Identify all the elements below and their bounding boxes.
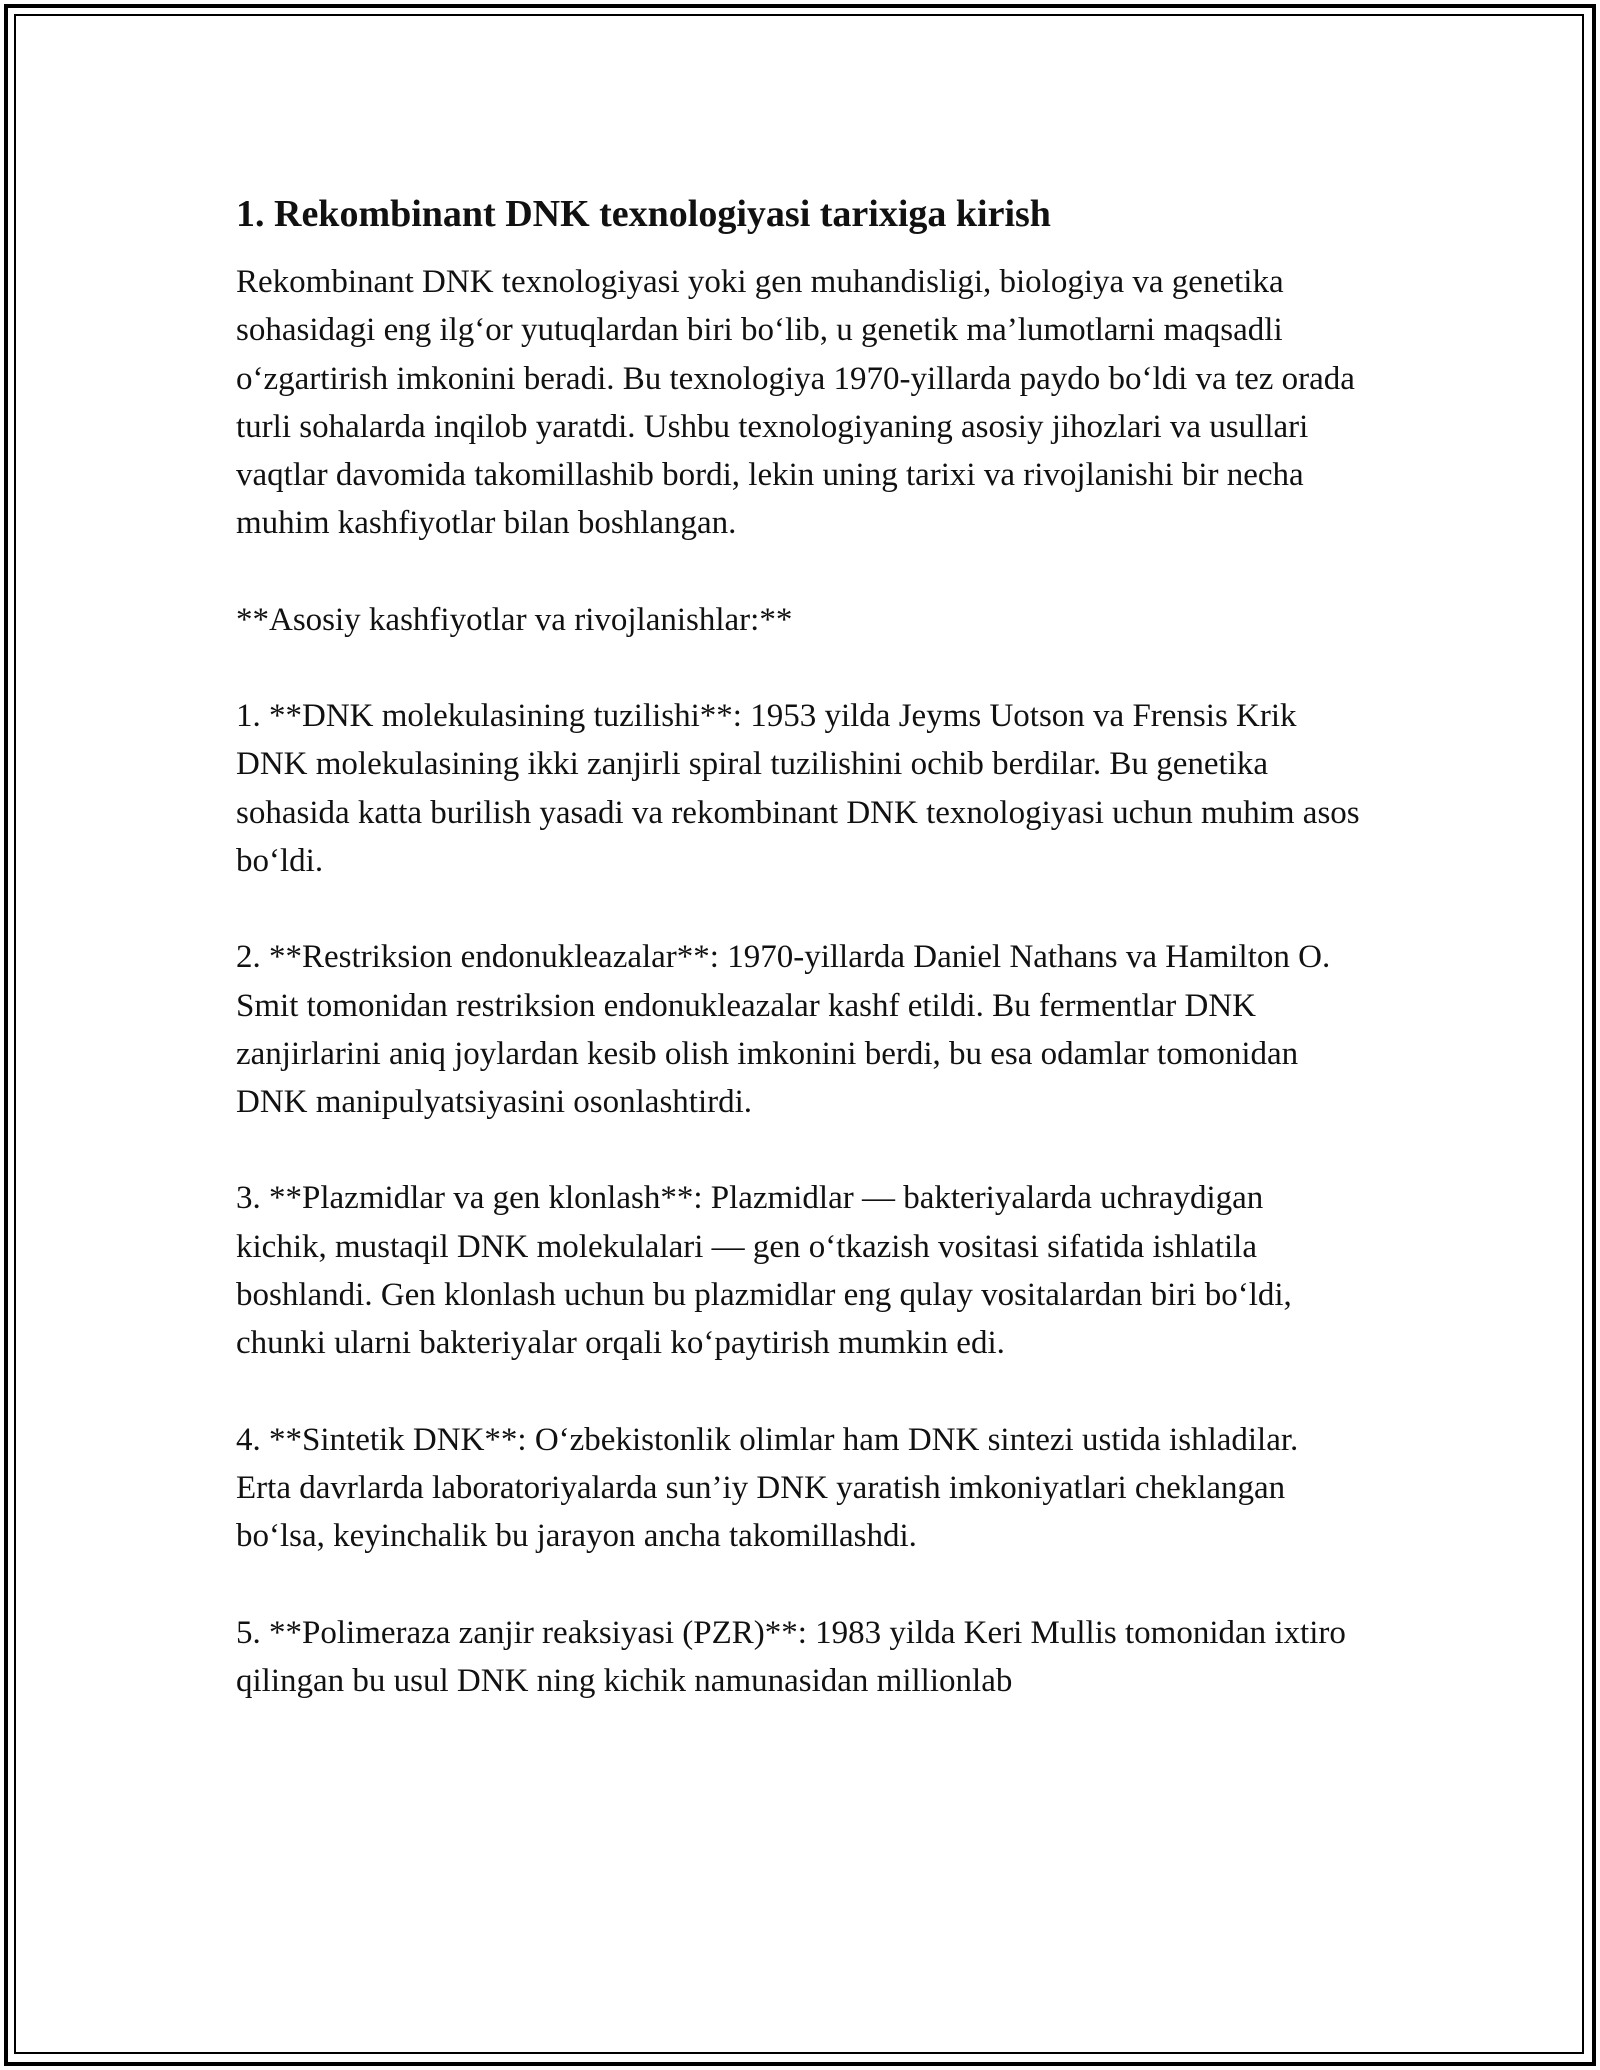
document-heading: 1. Rekombinant DNK texnologiyasi tarixiga kirish bbox=[236, 193, 1051, 235]
list-item: 3. **Plazmidlar va gen klonlash**: Plazmidlar — bakteriyalarda uchraydigan kichik, mustaqil DNK molekulalari — gen o‘tkazish vositasi sifatida ishlatila boshlandi. Gen klonlash uchun bu plazmidlar eng qulay vositalardan biri bo‘ldi, chunki ularni bakteriyalar orqali ko‘paytirish mumkin edi. bbox=[236, 1180, 1292, 1362]
list-item: 1. **DNK molekulasining tuzilishi**: 1953 yilda Jeyms Uotson va Frensis Krik DNK molekulasining ikki zanjirli spiral tuzilishini ochib berdilar. Bu genetika sohasida katta burilish yasadi va rekombinant DNK texnologiyasi uchun muhim asos bo‘ldi. bbox=[236, 698, 1360, 879]
intro-paragraph: Rekombinant DNK texnologiyasi yoki gen muhandisligi, biologiya va genetika sohasidagi eng ilg‘or yutuqlardan biri bo‘lib, u genetik ma’lumotlarni maqsadli o‘zgartirish imkonini beradi. Bu texnologiya 1970-yillarda paydo bo‘ldi va tez orada turli sohalarda inqilob yaratdi. Ushbu texnologiyaning asosiy jihozlari va usullari vaqtlar davomida takomillashib bordi, lekin uning tarixi va rivojlanishi bir necha muhim kashfiyotlar bilan boshlangan. bbox=[236, 264, 1355, 542]
list-item: 5. **Polimeraza zanjir reaksiyasi (PZR)**: 1983 yilda Keri Mullis tomonidan ixtiro qilingan bu usul DNK ning kichik namunasidan millionlab bbox=[236, 1614, 1346, 1699]
document-body bbox=[236, 188, 1360, 1753]
list-item: 2. **Restriksion endonukleazalar**: 1970-yillarda Daniel Nathans va Hamilton O. Smit tomonidan restriksion endonukleazalar kashf etildi. Bu fermentlar DNK zanjirlarini aniq joylardan kesib olish imkonini berdi, bu esa odamlar tomonidan DNK manipulyatsiyasini osonlashtirdi. bbox=[236, 939, 1331, 1121]
list-item: 4. **Sintetik DNK**: O‘zbekistonlik olimlar ham DNK sintezi ustida ishladilar. Erta davrlarda laboratoriyalarda sun’iy DNK yaratish imkoniyatlari cheklangan bo‘lsa, keyinchalik bu jarayon ancha takomillashdi. bbox=[236, 1421, 1299, 1555]
section-title: **Asosiy kashfiyotlar va rivojlanishlar:** bbox=[236, 601, 793, 638]
